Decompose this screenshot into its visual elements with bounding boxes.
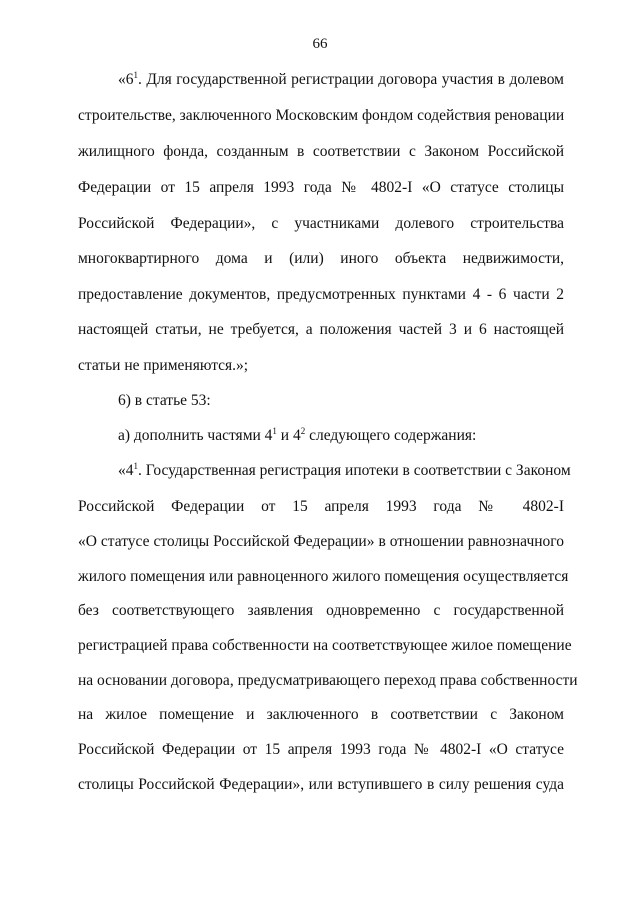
page-number: 66 xyxy=(312,36,328,52)
paragraph-line: жилого помещения или равноценного жилого помещения осуществляется xyxy=(78,568,569,585)
list-item-heading: 6) в статье 53: xyxy=(118,392,211,409)
paragraph-line: Федерации от 15 апреля 1993 года № 4802-I «О статусе столицы xyxy=(78,179,564,196)
paragraph-line: строительстве, заключенного Московским фондом содействия реновации xyxy=(78,107,565,124)
paragraph-line: жилищного фонда, созданным в соответствии с Законом Российской xyxy=(78,143,564,160)
paragraph-line: без соответствующего заявления одновременно с государственной xyxy=(78,602,564,619)
paragraph-line: регистрацией права собственности на соответствующее жилое помещение xyxy=(78,637,572,654)
paragraph-line: Российской Федерации», с участниками долевого строительства xyxy=(78,215,564,232)
superscript: 1 xyxy=(133,461,138,471)
superscript: 1 xyxy=(272,426,277,436)
paragraph-line: «$6^1$. Для государственной регистрации договора участия в долевом xyxy=(118,70,564,88)
paragraph-line: на основании договора, предусматривающего переход права собственности xyxy=(78,672,578,689)
list-item-subheading: а) дополнить частями $4^1$ и $4^2$ следующего содержания: xyxy=(118,426,477,444)
superscript: 2 xyxy=(300,426,306,436)
paragraph-line: статьи не применяются.»; xyxy=(78,357,249,374)
paragraph-line: настоящей статьи, не требуется, а положения частей 3 и 6 настоящей xyxy=(78,321,564,338)
paragraph-line: «О статусе столицы Российской Федерации» в отношении равнозначного xyxy=(78,533,564,550)
paragraph-line: многоквартирного дома и (или) иного объекта недвижимости, xyxy=(78,250,564,267)
paragraph-line: на жилое помещение и заключенного в соответствии с Законом xyxy=(78,706,564,723)
paragraph-line: Российской Федерации от 15 апреля 1993 года № 4802-I xyxy=(78,498,564,515)
paragraph-line: предоставление документов, предусмотренных пунктами 4 - 6 части 2 xyxy=(78,286,564,303)
superscript: 1 xyxy=(133,70,138,80)
paragraph-line: «$4^1$. Государственная регистрация ипотеки в соответствии с Законом xyxy=(118,461,571,479)
paragraph-line: Российской Федерации от 15 апреля 1993 года № 4802-I «О статусе xyxy=(78,741,564,758)
paragraph-line: столицы Российской Федерации», или вступившего в силу решения суда xyxy=(78,776,564,793)
